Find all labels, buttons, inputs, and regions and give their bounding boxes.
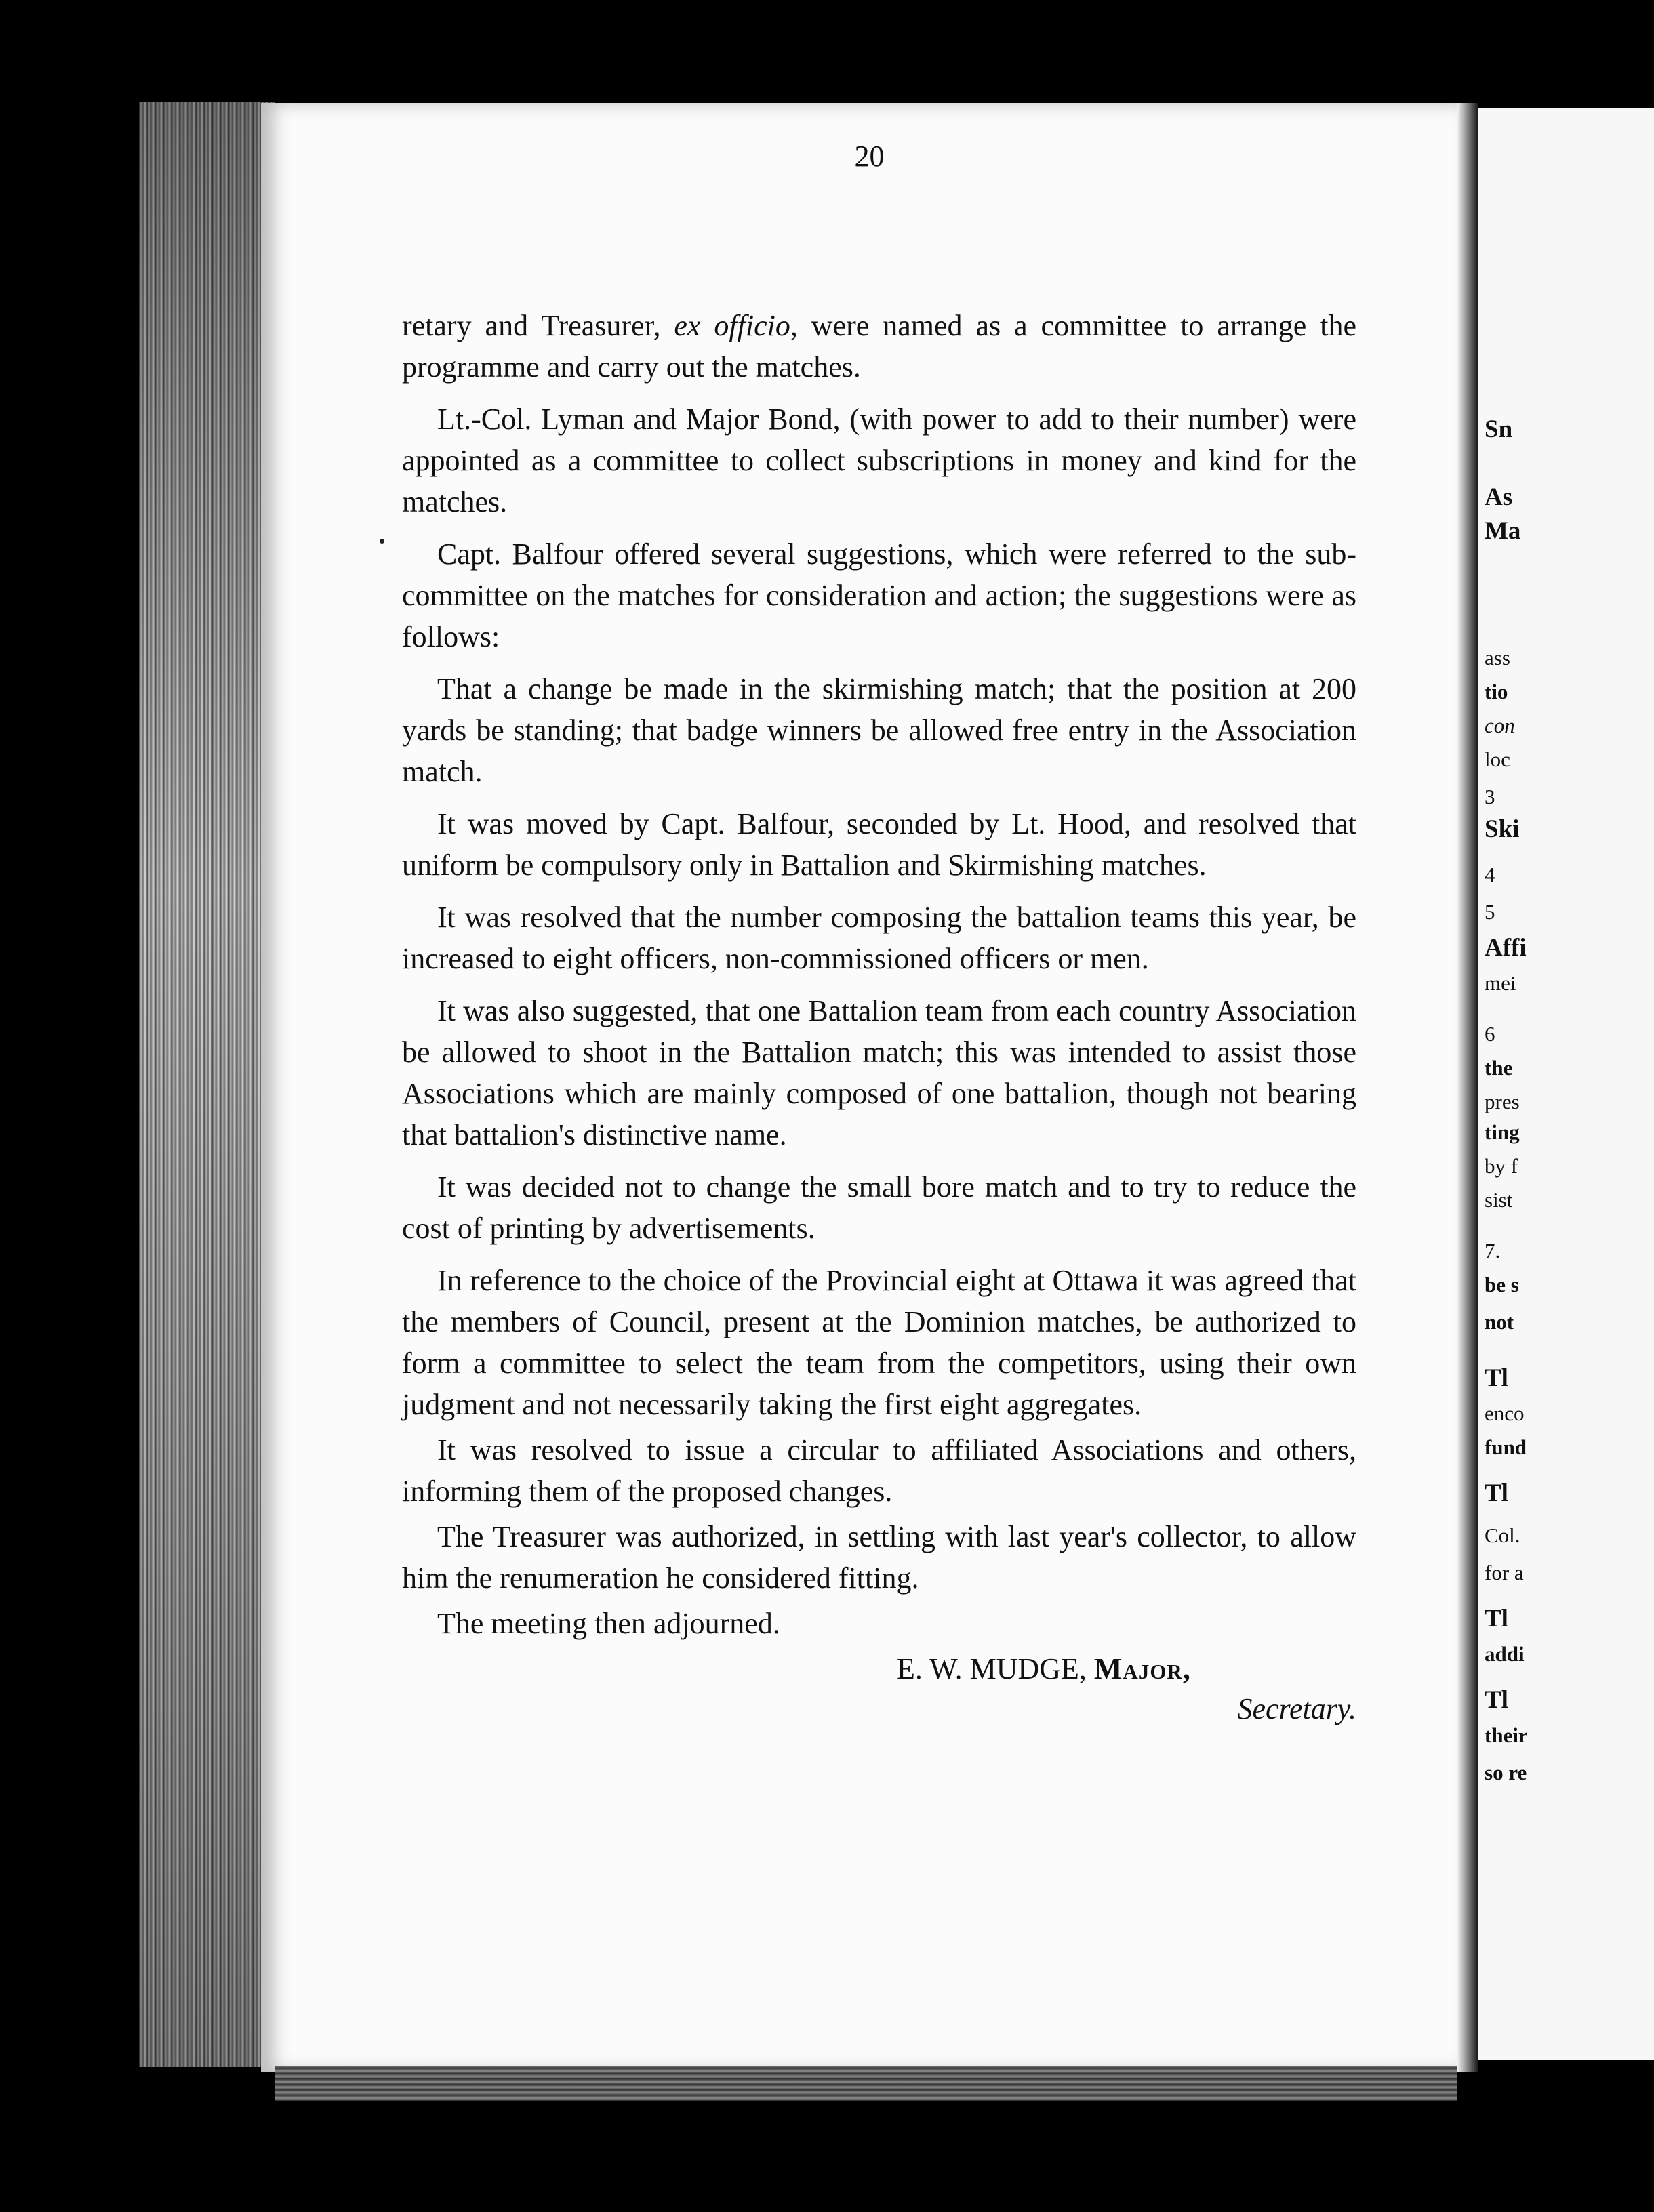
facing-fragment: mei	[1485, 971, 1516, 995]
facing-fragment: pres	[1485, 1090, 1520, 1113]
facing-fragment: Ski	[1485, 815, 1520, 843]
paragraph: It was decided not to change the small bore match and to try to reduce the cost of printing by advertisements.	[402, 1170, 1356, 1245]
body-text	[402, 305, 1356, 1729]
latin-phrase: ex officio	[674, 309, 790, 342]
signature-name: E. W. MUDGE,	[897, 1652, 1087, 1685]
facing-fragment: Tl	[1485, 1605, 1508, 1633]
paragraph: Lt.-Col. Lyman and Major Bond, (with power to add to their number) were appointed as a committee to collect subscriptions in money and kind for the matches.	[402, 403, 1356, 518]
facing-fragment: 7.	[1485, 1239, 1501, 1263]
facing-fragment: Col.	[1485, 1523, 1520, 1547]
facing-fragment: 4	[1485, 863, 1495, 886]
facing-page	[1478, 108, 1654, 2060]
facing-fragment: the	[1485, 1056, 1513, 1080]
facing-fragment: 5	[1485, 900, 1495, 924]
facing-fragment: Tl	[1485, 1364, 1508, 1392]
facing-fragment: loc	[1485, 747, 1510, 771]
paragraph: It was moved by Capt. Balfour, seconded by Lt. Hood, and resolved that uniform be compulsory only in Battalion and Skirmishing matches.	[402, 807, 1356, 882]
facing-fragment: 3	[1485, 785, 1495, 808]
paragraph: That a change be made in the skirmishing match; that the position at 200 yards be standing; that badge winners be allowed free entry in the Association match.	[402, 672, 1356, 788]
facing-fragment: for a	[1485, 1561, 1524, 1584]
page-number: 20	[854, 140, 885, 173]
facing-fragment: con	[1485, 714, 1515, 737]
paragraph: It was resolved that the number composing the battalion teams this year, be increased to eight officers, non-commissioned officers or men.	[402, 901, 1356, 975]
facing-fragment: addi	[1485, 1642, 1525, 1666]
signature-title: Secretary.	[1237, 1692, 1356, 1725]
facing-fragment: enco	[1485, 1401, 1525, 1425]
facing-fragment: sist	[1485, 1188, 1513, 1212]
facing-fragment: 6	[1485, 1022, 1495, 1046]
facing-fragment: Ma	[1485, 517, 1521, 545]
paragraph: The meeting then adjourned.	[437, 1607, 780, 1640]
page-bottom-edges	[275, 2066, 1457, 2101]
facing-fragment: so re	[1485, 1761, 1527, 1784]
paragraph: It was resolved to issue a circular to affiliated Associations and others, informing them of the proposed changes.	[402, 1433, 1356, 1508]
paragraph: The Treasurer was authorized, in settling with last year's collector, to allow him the renumeration he considered fitting.	[402, 1520, 1356, 1595]
facing-fragment: tio	[1485, 680, 1508, 703]
facing-fragment: not	[1485, 1310, 1514, 1334]
paragraph: In reference to the choice of the Provincial eight at Ottawa it was agreed that the members of Council, present at the Dominion matches, be authorized to form a committee to select the team from the competitors, using their own judgment and not necessarily taking the first eight aggregates.	[402, 1264, 1356, 1421]
facing-fragment: Tl	[1485, 1686, 1508, 1714]
paragraph-text: retary and Treasurer, ex officio, were named as a committee to arrange the programme and carry out the matches.	[402, 309, 1356, 384]
facing-fragment: by f	[1485, 1154, 1518, 1178]
facing-fragment: fund	[1485, 1435, 1527, 1459]
facing-fragment: be s	[1485, 1273, 1519, 1296]
margin-dot	[380, 539, 384, 544]
paragraph	[402, 305, 1356, 388]
paragraph: It was also suggested, that one Battalion team from each country Association be allowed to shoot in the Battalion match; this was intended to assist those Associations which are mainly composed of one battalion, though not bearing that battalion's distinctive name.	[402, 994, 1356, 1151]
book-gutter	[1457, 103, 1478, 2072]
signature-rank: Major,	[1093, 1652, 1191, 1685]
signature-line	[402, 1648, 1356, 1689]
paragraph: Capt. Balfour offered several suggestions, which were referred to the sub-committee on the matches for consideration and action; the suggestions were as follows:	[402, 537, 1356, 653]
page-edges	[139, 102, 275, 2067]
facing-fragment: Affi	[1485, 934, 1527, 962]
facing-fragment: As	[1485, 483, 1513, 511]
facing-fragment: ting	[1485, 1120, 1520, 1144]
facing-fragment: ass	[1485, 646, 1510, 670]
facing-fragment: their	[1485, 1723, 1528, 1747]
facing-fragment: Sn	[1485, 415, 1513, 443]
facing-fragment: Tl	[1485, 1479, 1508, 1507]
